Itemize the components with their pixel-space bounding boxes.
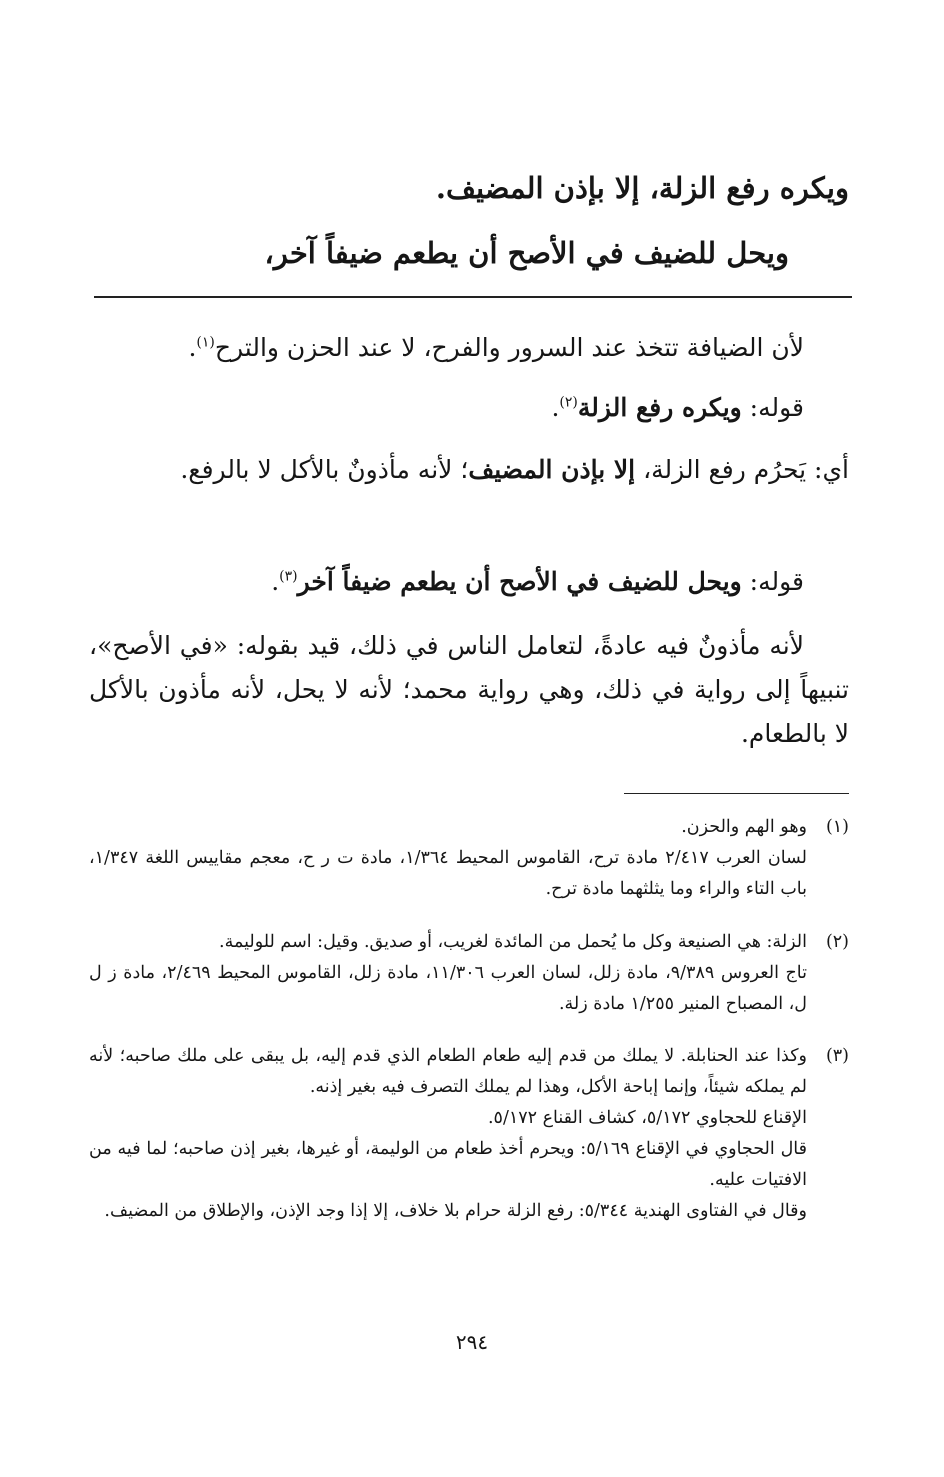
page-number: ٢٩٤ <box>455 1330 489 1354</box>
paragraph-end: . <box>271 567 280 596</box>
matn-line-2: ويحل للضيف في الأصح أن يطعم ضيفاً آخر، <box>264 236 789 270</box>
quote-lead: قوله: <box>741 393 804 422</box>
footnote-number: (٣) <box>825 1046 849 1066</box>
footnote-text: الإقناع للحجاوي ٥/١٧٢، كشاف القناع ٥/١٧٢. <box>487 1108 807 1128</box>
footnote-ref-2: (٢) <box>559 394 578 411</box>
commentary-paragraph-1 <box>89 326 849 370</box>
footnote-1 <box>89 812 849 905</box>
quoted-matn: ويحل للضيف في الأصح أن يطعم ضيفاً آخر <box>297 567 742 596</box>
footnote-number: (٢) <box>825 932 849 952</box>
quoted-matn: ويكره رفع الزلة <box>577 393 742 422</box>
footnote-number: (١) <box>825 817 849 837</box>
footnote-text: الزلة: هي الصنيعة وكل ما يُحمل من المائدة لغريب، أو صديق. وقيل: اسم للوليمة. <box>219 932 807 952</box>
footnote-text: وكذا عند الحنابلة. لا يملك من قدم إليه طعام الطعام الذي قدم إليه، بل يبقى على ملك صاحبه؛ لأنه لم يملكه شيئاً، وإنما إباحة الأكل، وهذا لم يملك التصرف فيه بغير إذنه. <box>89 1046 807 1097</box>
commentary-paragraph-2 <box>89 386 849 430</box>
footnotes-separator-rule <box>624 793 849 794</box>
footnote-2 <box>89 927 849 1020</box>
footnote-text: تاج العروس ٩/٣٨٩، مادة زلل، لسان العرب ١١/٣٠٦، مادة زلل، القاموس المحيط ٢/٤٦٩، مادة ز ل ل، المصباح المنير ١/٢٥٥ مادة زلة. <box>89 963 807 1014</box>
commentary-paragraph-5: لأنه مأذونٌ فيه عادةً، لتعامل الناس في ذلك، قيد بقوله: «في الأصح»، تنبيهاً إلى رواية في ذلك، وهي رواية محمد؛ لأنه لا يحل، لأنه مأذون بالأكل لا بالطعام. <box>89 631 849 748</box>
footnote-text: لسان العرب ٢/٤١٧ مادة ترح، القاموس المحيط ١/٣٦٤، مادة ت ر ح، معجم مقاييس اللغة ١/٣٤٧، باب التاء والراء وما يثلثهما مادة ترح. <box>89 848 808 899</box>
footnote-text: وقال في الفتاوى الهندية ٥/٣٤٤: رفع الزلة حرام بلا خلاف، إلا إذا وجد الإذن، والإطلاق من المضيف. <box>104 1201 807 1221</box>
matn-separator-rule <box>94 296 852 298</box>
quoted-matn: إلا بإذن المضيف <box>468 455 636 484</box>
footnote-text: قال الحجاوي في الإقناع ٥/١٦٩: ويحرم أخذ طعام من الوليمة، أو غيرها، بغير إذن صاحبه؛ لما فيه من الافتيات عليه. <box>89 1139 807 1190</box>
footnote-3 <box>89 1041 849 1227</box>
quote-lead: قوله: <box>741 567 804 596</box>
paragraph-text: أي: يَحرُم رفع الزلة، <box>635 455 849 484</box>
commentary-paragraph-3 <box>89 448 849 492</box>
footnote-text: وهو الهم والحزن. <box>681 817 807 837</box>
footnote-ref-3: (٣) <box>279 568 298 585</box>
commentary-paragraph-4 <box>89 560 849 604</box>
footnote-ref-1: (١) <box>196 334 215 351</box>
paragraph-end: . <box>551 393 560 422</box>
paragraph-text: ؛ لأنه مأذونٌ بالأكل لا بالرفع. <box>180 455 469 484</box>
matn-line-1: ويكره رفع الزلة، إلا بإذن المضيف. <box>435 171 849 205</box>
paragraph-text: لأن الضيافة تتخذ عند السرور والفرح، لا عند الحزن والترح <box>214 333 804 362</box>
paragraph-end: . <box>188 333 197 362</box>
